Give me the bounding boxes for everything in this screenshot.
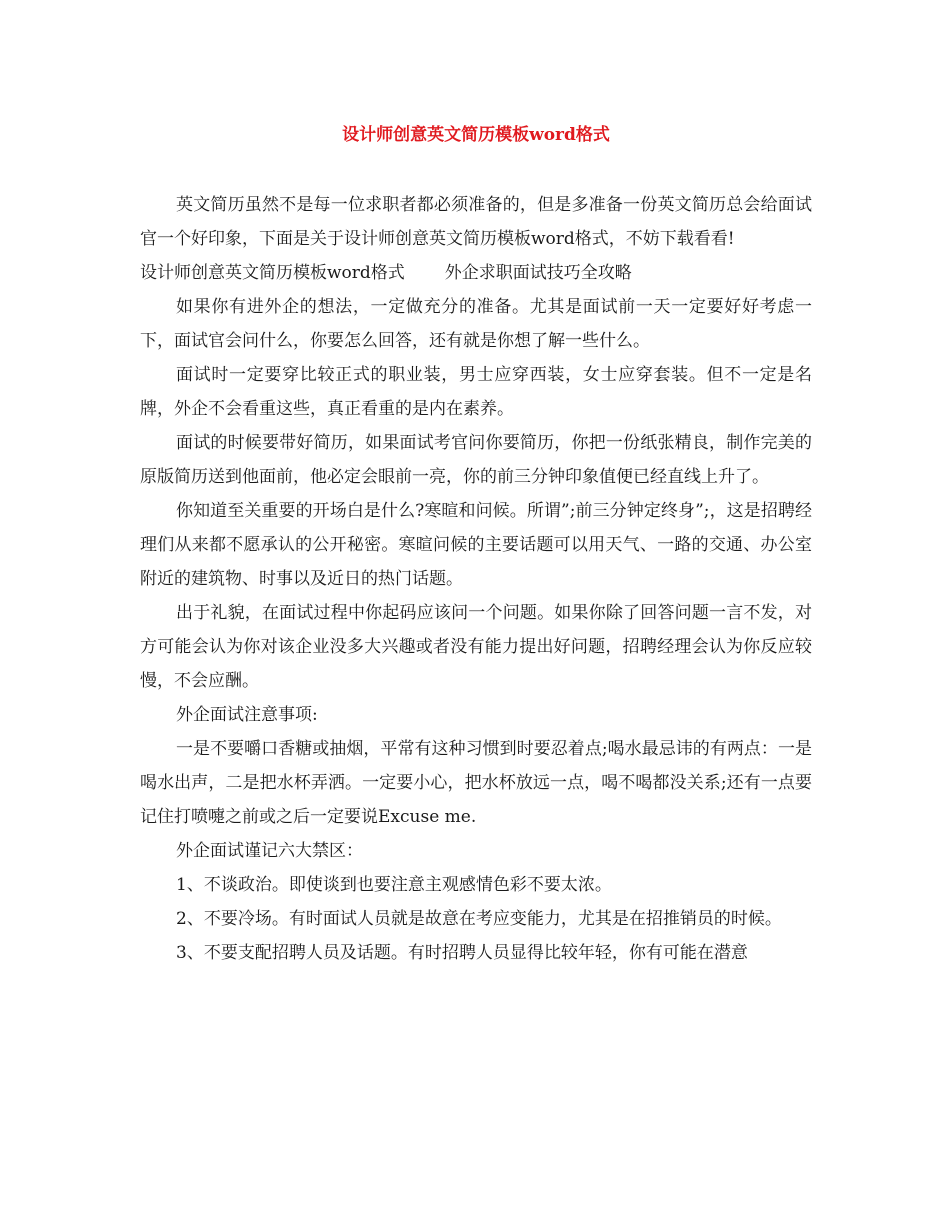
section-subheading: [140, 256, 812, 290]
body-paragraph: 你知道至关重要的开场白是什么?寒暄和问候。所谓”;前三分钟定终身”;，这是招聘经理们从来都不愿承认的公开秘密。寒暄问候的主要话题可以用天气、一路的交通、办公室附近的建筑物、时事以及近日的热门话题。: [140, 501, 812, 589]
taboo-item: 1、不谈政治。即使谈到也要注意主观感情色彩不要太浓。: [176, 875, 612, 895]
notes-heading: 外企面试注意事项:: [176, 705, 318, 725]
subheading-right: 外企求职面试技巧全攻略: [444, 263, 632, 283]
body-paragraph: 出于礼貌，在面试过程中你起码应该问一个问题。如果你除了回答问题一言不发，对方可能会认为你对该企业没多大兴趣或者没有能力提出好问题，招聘经理会认为你反应较慢，不会应酬。: [140, 603, 812, 691]
body-paragraph: 如果你有进外企的想法，一定做充分的准备。尤其是面试前一天一定要好好考虑一下，面试官会问什么，你要怎么回答，还有就是你想了解一些什么。: [140, 297, 812, 351]
document-title: 设计师创意英文简历模板word格式: [342, 125, 610, 145]
intro-paragraph: 英文简历虽然不是每一位求职者都必须准备的，但是多准备一份英文简历总会给面试官一个好印象，下面是关于设计师创意英文简历模板word格式，不妨下载看看!: [140, 195, 812, 249]
document-page: [140, 118, 812, 970]
taboo-item: 3、不要支配招聘人员及话题。有时招聘人员显得比较年轻，你有可能在潜意: [176, 943, 748, 963]
taboos-heading: 外企面试谨记六大禁区：: [176, 841, 363, 861]
body-paragraph: 一是不要嚼口香糖或抽烟，平常有这种习惯到时要忍着点;喝水最忌讳的有两点：一是喝水出声，二是把水杯弄洒。一定要小心，把水杯放远一点，喝不喝都没关系;还有一点要记住打喷嚏之前或之后一定要说Excuse me.: [140, 739, 812, 827]
taboo-item: 2、不要冷场。有时面试人员就是故意在考应变能力，尤其是在招推销员的时候。: [176, 909, 782, 929]
body-paragraph: 面试时一定要穿比较正式的职业装，男士应穿西装，女士应穿套装。但不一定是名牌，外企不会看重这些，真正看重的是内在素养。: [140, 365, 812, 419]
body-paragraph: 面试的时候要带好简历，如果面试考官问你要简历，你把一份纸张精良，制作完美的原版简历送到他面前，他必定会眼前一亮，你的前三分钟印象值便已经直线上升了。: [140, 433, 812, 487]
subheading-left: 设计师创意英文简历模板word格式: [140, 263, 405, 283]
